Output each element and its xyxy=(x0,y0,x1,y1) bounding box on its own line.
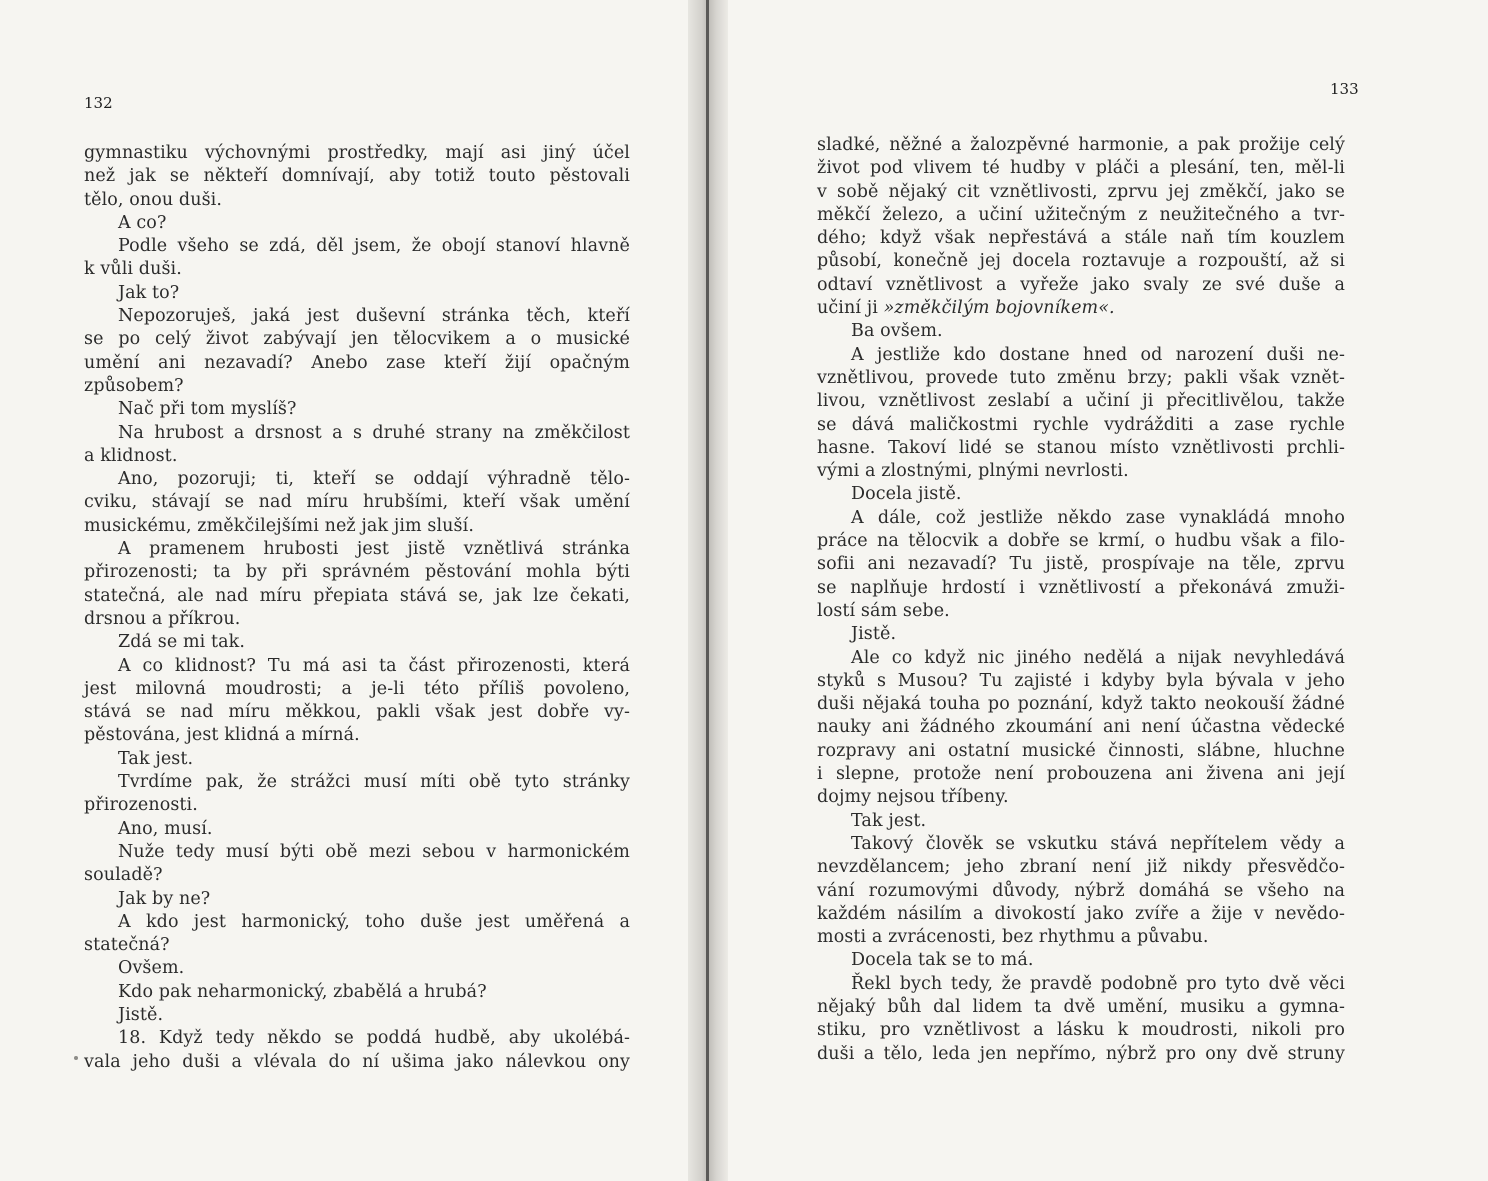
text-line-content: vala jeho duši a vlévala do ní ušima jako nálevkou ony xyxy=(84,1051,630,1072)
text-line xyxy=(84,282,630,305)
text-line-content: Ba ovšem. xyxy=(851,321,943,342)
text-line xyxy=(817,274,1345,297)
text-line-content: A co klidnost? Tu má asi ta část přirozenosti, která xyxy=(118,655,630,676)
text-line-content: duši nějaká touha po poznání, když takto neokouší žádné xyxy=(817,694,1345,715)
text-line-content: drsnou a příkrou. xyxy=(84,608,241,629)
text-line xyxy=(817,693,1345,716)
text-line-content: dojmy nejsou tříbeny. xyxy=(817,787,1009,808)
text-line-content: livou, vznětlivost zeslabí a učiní ji přecitlivělou, takže xyxy=(817,391,1345,412)
text-line-content: Jistě. xyxy=(851,624,897,645)
text-line xyxy=(84,957,630,980)
text-line-content: A jestliže kdo dostane hned od narození duši ne- xyxy=(851,344,1345,365)
text-line xyxy=(817,367,1345,390)
text-line xyxy=(84,794,630,817)
text-line-content: A co? xyxy=(118,212,167,233)
text-line xyxy=(817,1019,1345,1042)
text-line xyxy=(817,577,1345,600)
text-line xyxy=(84,538,630,561)
text-line xyxy=(817,204,1345,227)
text-line xyxy=(817,157,1345,180)
text-line xyxy=(84,1027,630,1050)
text-line-content: pěstována, jest klidná a mírná. xyxy=(84,725,360,746)
text-line-content: sladké, něžné a žalozpěvné harmonie, a pak prožije celý xyxy=(817,135,1345,155)
text-line-content: vání rozumovými důvody, nýbrž domáhá se všeho na xyxy=(817,880,1345,901)
text-line-content: duši a tělo, leda jen nepřímo, nýbrž pro ony dvě struny xyxy=(817,1043,1345,1064)
left-page-text xyxy=(84,142,630,1074)
text-line xyxy=(84,1004,630,1027)
text-line xyxy=(84,561,630,584)
text-line-content: Řekl bych tedy, že pravdě podobně pro tyto dvě věci xyxy=(851,973,1345,994)
text-line-content: než jak se někteří domnívají, aby totiž touto pěstovali xyxy=(84,166,630,187)
text-line-content: i slepne, protože není probouzena ani živena ani její xyxy=(817,764,1345,785)
text-line xyxy=(84,328,630,351)
text-line-content: A kdo jest harmonický, toho duše jest uměřená a xyxy=(118,911,630,932)
text-line xyxy=(84,585,630,608)
text-line xyxy=(84,934,630,957)
text-line-content: Ano, musí. xyxy=(118,818,213,839)
text-line-content: Tak jest. xyxy=(118,748,194,769)
text-line-content: v sobě nějaký cit vznětlivosti, zprvu jej změkčí, jako se xyxy=(817,181,1345,202)
text-line-content: Na hrubost a drsnost a s druhé strany na změkčilost xyxy=(118,422,630,443)
text-line-content: stává se nad míru měkkou, pakli však jest dobře vy- xyxy=(84,702,630,723)
page-number-left: 132 xyxy=(84,94,113,112)
text-line xyxy=(817,833,1345,856)
text-line-content: učiní ji xyxy=(817,298,884,319)
text-line-content: život pod vlivem té hudby v pláči a plesání, ten, měl-li xyxy=(817,158,1345,179)
text-line xyxy=(817,460,1345,483)
text-line-content: gymnastiku výchovnými prostředky, mají asi jiný účel xyxy=(84,143,630,163)
text-line-content: se dává maličkostmi rychle vydrážditi a zase rychle xyxy=(817,414,1345,435)
text-line xyxy=(817,647,1345,670)
text-line xyxy=(817,810,1345,833)
text-line-content: Ovšem. xyxy=(118,958,185,979)
text-line xyxy=(84,491,630,514)
text-line xyxy=(817,996,1345,1019)
text-line-content: styků s Musou? Tu zajisté i kdyby byla bývala v jeho xyxy=(817,670,1345,691)
text-line xyxy=(817,553,1345,576)
text-line xyxy=(84,864,630,887)
text-line-content: Jak by ne? xyxy=(118,888,211,909)
text-line xyxy=(817,740,1345,763)
text-line-content: A dále, což jestliže někdo zase vynakládá mnoho xyxy=(851,507,1345,528)
text-line-content: vznětlivou, provede tuto změnu brzy; pakli však vznět- xyxy=(817,367,1345,388)
text-line xyxy=(84,189,630,212)
text-line-content: odtaví vznětlivost a vyřeže jako svaly ze své duše a xyxy=(817,274,1345,295)
text-line xyxy=(817,670,1345,693)
text-line xyxy=(84,818,630,841)
text-line xyxy=(84,235,630,258)
text-line xyxy=(84,212,630,235)
text-line xyxy=(817,716,1345,739)
text-line xyxy=(84,655,630,678)
text-line-content: Ale co když nic jiného nedělá a nijak nevyhledává xyxy=(851,647,1345,668)
text-line-content: statečná? xyxy=(84,935,170,956)
text-line xyxy=(84,398,630,421)
text-line xyxy=(817,926,1345,949)
text-line-content: Kdo pak neharmonický, zbabělá a hrubá? xyxy=(118,981,487,1002)
text-line-content: Jak to? xyxy=(118,282,180,303)
text-line-content: Jistě. xyxy=(118,1004,164,1025)
text-line xyxy=(84,142,630,165)
text-line xyxy=(817,181,1345,204)
text-line-content: A pramenem hrubosti jest jistě vznětlivá stránka xyxy=(118,539,630,560)
text-line xyxy=(817,390,1345,413)
text-line xyxy=(817,320,1345,343)
text-line-content: stiku, pro vznětlivost a lásku k moudrosti, nikoli pro xyxy=(817,1020,1345,1041)
text-line xyxy=(84,701,630,724)
text-line xyxy=(817,1043,1345,1066)
right-page-text xyxy=(817,134,1345,1066)
text-line xyxy=(84,258,630,281)
text-line xyxy=(817,134,1345,157)
text-line-content: hasne. Takoví lidé se stanou místo vznětlivosti prchli- xyxy=(817,437,1345,458)
text-line xyxy=(84,608,630,631)
text-line-content: umění ani nezavadí? Anebo zase kteří žijí opačným xyxy=(84,352,630,373)
text-line xyxy=(84,631,630,654)
text-line-content: přirozenosti. xyxy=(84,795,198,816)
text-line xyxy=(84,305,630,328)
text-line-content: Nuže tedy musí býti obě mezi sebou v harmonickém xyxy=(118,841,630,862)
text-line xyxy=(84,422,630,445)
text-line xyxy=(817,344,1345,367)
text-line xyxy=(817,414,1345,437)
text-line-content: se po celý život zabývají jen tělocvikem a o musické xyxy=(84,329,630,350)
text-line xyxy=(817,297,1345,320)
text-line-content: Takový člověk se vskutku stává nepřítelem vědy a xyxy=(851,833,1345,854)
text-line xyxy=(817,437,1345,460)
text-line xyxy=(84,724,630,747)
right-page xyxy=(716,0,1488,1181)
text-line xyxy=(817,973,1345,996)
text-line xyxy=(84,468,630,491)
text-line-content: 18. Když tedy někdo se poddá hudbě, aby ukolébá- xyxy=(118,1028,630,1049)
text-line-content: Docela jistě. xyxy=(851,484,962,505)
text-line xyxy=(84,445,630,468)
text-line xyxy=(817,949,1345,972)
text-line-content: statečná, ale nad míru přepiata stává se, jak lze čekati, xyxy=(84,585,630,606)
text-line-content: působí, konečně jej docela roztavuje a rozpouští, až si xyxy=(817,251,1345,272)
text-line-content: měkčí železo, a učiní užitečným z neužitečného a tvr- xyxy=(817,204,1345,225)
text-line-content: nevzdělancem; jeho zbraní není již nikdy přesvědčo- xyxy=(817,857,1345,878)
text-line-content: sofii ani nezavadí? Tu jistě, prospívaje na těle, zprvu xyxy=(817,554,1345,575)
text-line xyxy=(84,515,630,538)
text-line xyxy=(817,507,1345,530)
text-line-content: jest milovná moudrosti; a je-li této příliš povoleno, xyxy=(84,678,630,699)
text-line xyxy=(84,748,630,771)
text-line-content: nauky ani žádného zkoumání ani není účastna vědecké xyxy=(817,717,1345,738)
left-page xyxy=(0,0,700,1181)
text-line-content: nějaký bůh dal lidem ta dvě umění, musiku a gymna- xyxy=(817,996,1345,1017)
text-line-content: mosti a zvrácenosti, bez rhythmu a půvabu. xyxy=(817,927,1209,948)
text-line-content: souladě? xyxy=(84,865,163,886)
text-line xyxy=(817,786,1345,809)
text-line xyxy=(817,623,1345,646)
text-line xyxy=(84,1051,630,1074)
text-line-content: každém násilím a divokostí jako zvíře a žije v nevědo- xyxy=(817,903,1345,924)
text-line xyxy=(84,771,630,794)
gutter-shadow-line xyxy=(706,0,709,1181)
text-line-content: rozpravy ani ostatní musické činnosti, slábne, hluchne xyxy=(817,740,1345,761)
text-line-content: Tvrdíme pak, že strážci musí míti obě tyto stránky xyxy=(118,772,630,793)
text-line-content: Docela tak se to má. xyxy=(851,950,1034,971)
text-line-content: Nač při tom myslíš? xyxy=(118,399,297,420)
text-line xyxy=(817,903,1345,926)
text-line-content: cviku, stávají se nad míru hrubšími, kteří však umění xyxy=(84,492,630,513)
text-line xyxy=(817,763,1345,786)
text-line xyxy=(84,888,630,911)
text-line xyxy=(817,250,1345,273)
text-line-content: a klidnost. xyxy=(84,445,178,466)
page-number-right: 133 xyxy=(1330,80,1359,98)
text-line xyxy=(817,483,1345,506)
text-line xyxy=(817,600,1345,623)
text-line-content: se naplňuje hrdostí i vznětlivostí a překonává zmuži- xyxy=(817,577,1345,598)
text-line xyxy=(84,911,630,934)
paper-speck xyxy=(74,1056,78,1060)
text-line-content: Ano, pozoruji; ti, kteří se oddají výhradně tělo- xyxy=(118,469,630,490)
text-line xyxy=(84,165,630,188)
text-line-content: Podle všeho se zdá, děl jsem, že obojí stanoví hlavně xyxy=(118,236,630,257)
text-line xyxy=(817,530,1345,553)
text-line xyxy=(84,375,630,398)
text-line-content: musickému, změkčilejšími než jak jim sluší. xyxy=(84,515,474,536)
text-line xyxy=(84,678,630,701)
text-line-content: lostí sám sebe. xyxy=(817,600,950,621)
text-line-content: přirozenosti; ta by při správném pěstování mohla býti xyxy=(84,562,630,583)
emphasized-text: »změkčilým bojovníkem«. xyxy=(883,298,1115,319)
text-line-content: vými a zlostnými, plnými nevrlosti. xyxy=(817,461,1129,482)
text-line-content: k vůli duši. xyxy=(84,259,182,280)
text-line-content: způsobem? xyxy=(84,375,184,396)
text-line xyxy=(817,856,1345,879)
text-line-content: práce na tělocvik a dobře se krmí, o hudbu však a filo- xyxy=(817,531,1345,552)
text-line xyxy=(84,981,630,1004)
text-line xyxy=(84,352,630,375)
text-line-content: dého; když však nepřestává a stále naň tím kouzlem xyxy=(817,228,1345,249)
text-line-content: Nepozoruješ, jaká jest duševní stránka těch, kteří xyxy=(118,306,630,327)
text-line xyxy=(84,841,630,864)
text-line xyxy=(817,227,1345,250)
text-line xyxy=(817,880,1345,903)
text-line-content: Tak jest. xyxy=(851,810,927,831)
text-line-content: tělo, onou duši. xyxy=(84,189,223,210)
text-line-content: Zdá se mi tak. xyxy=(118,632,246,653)
